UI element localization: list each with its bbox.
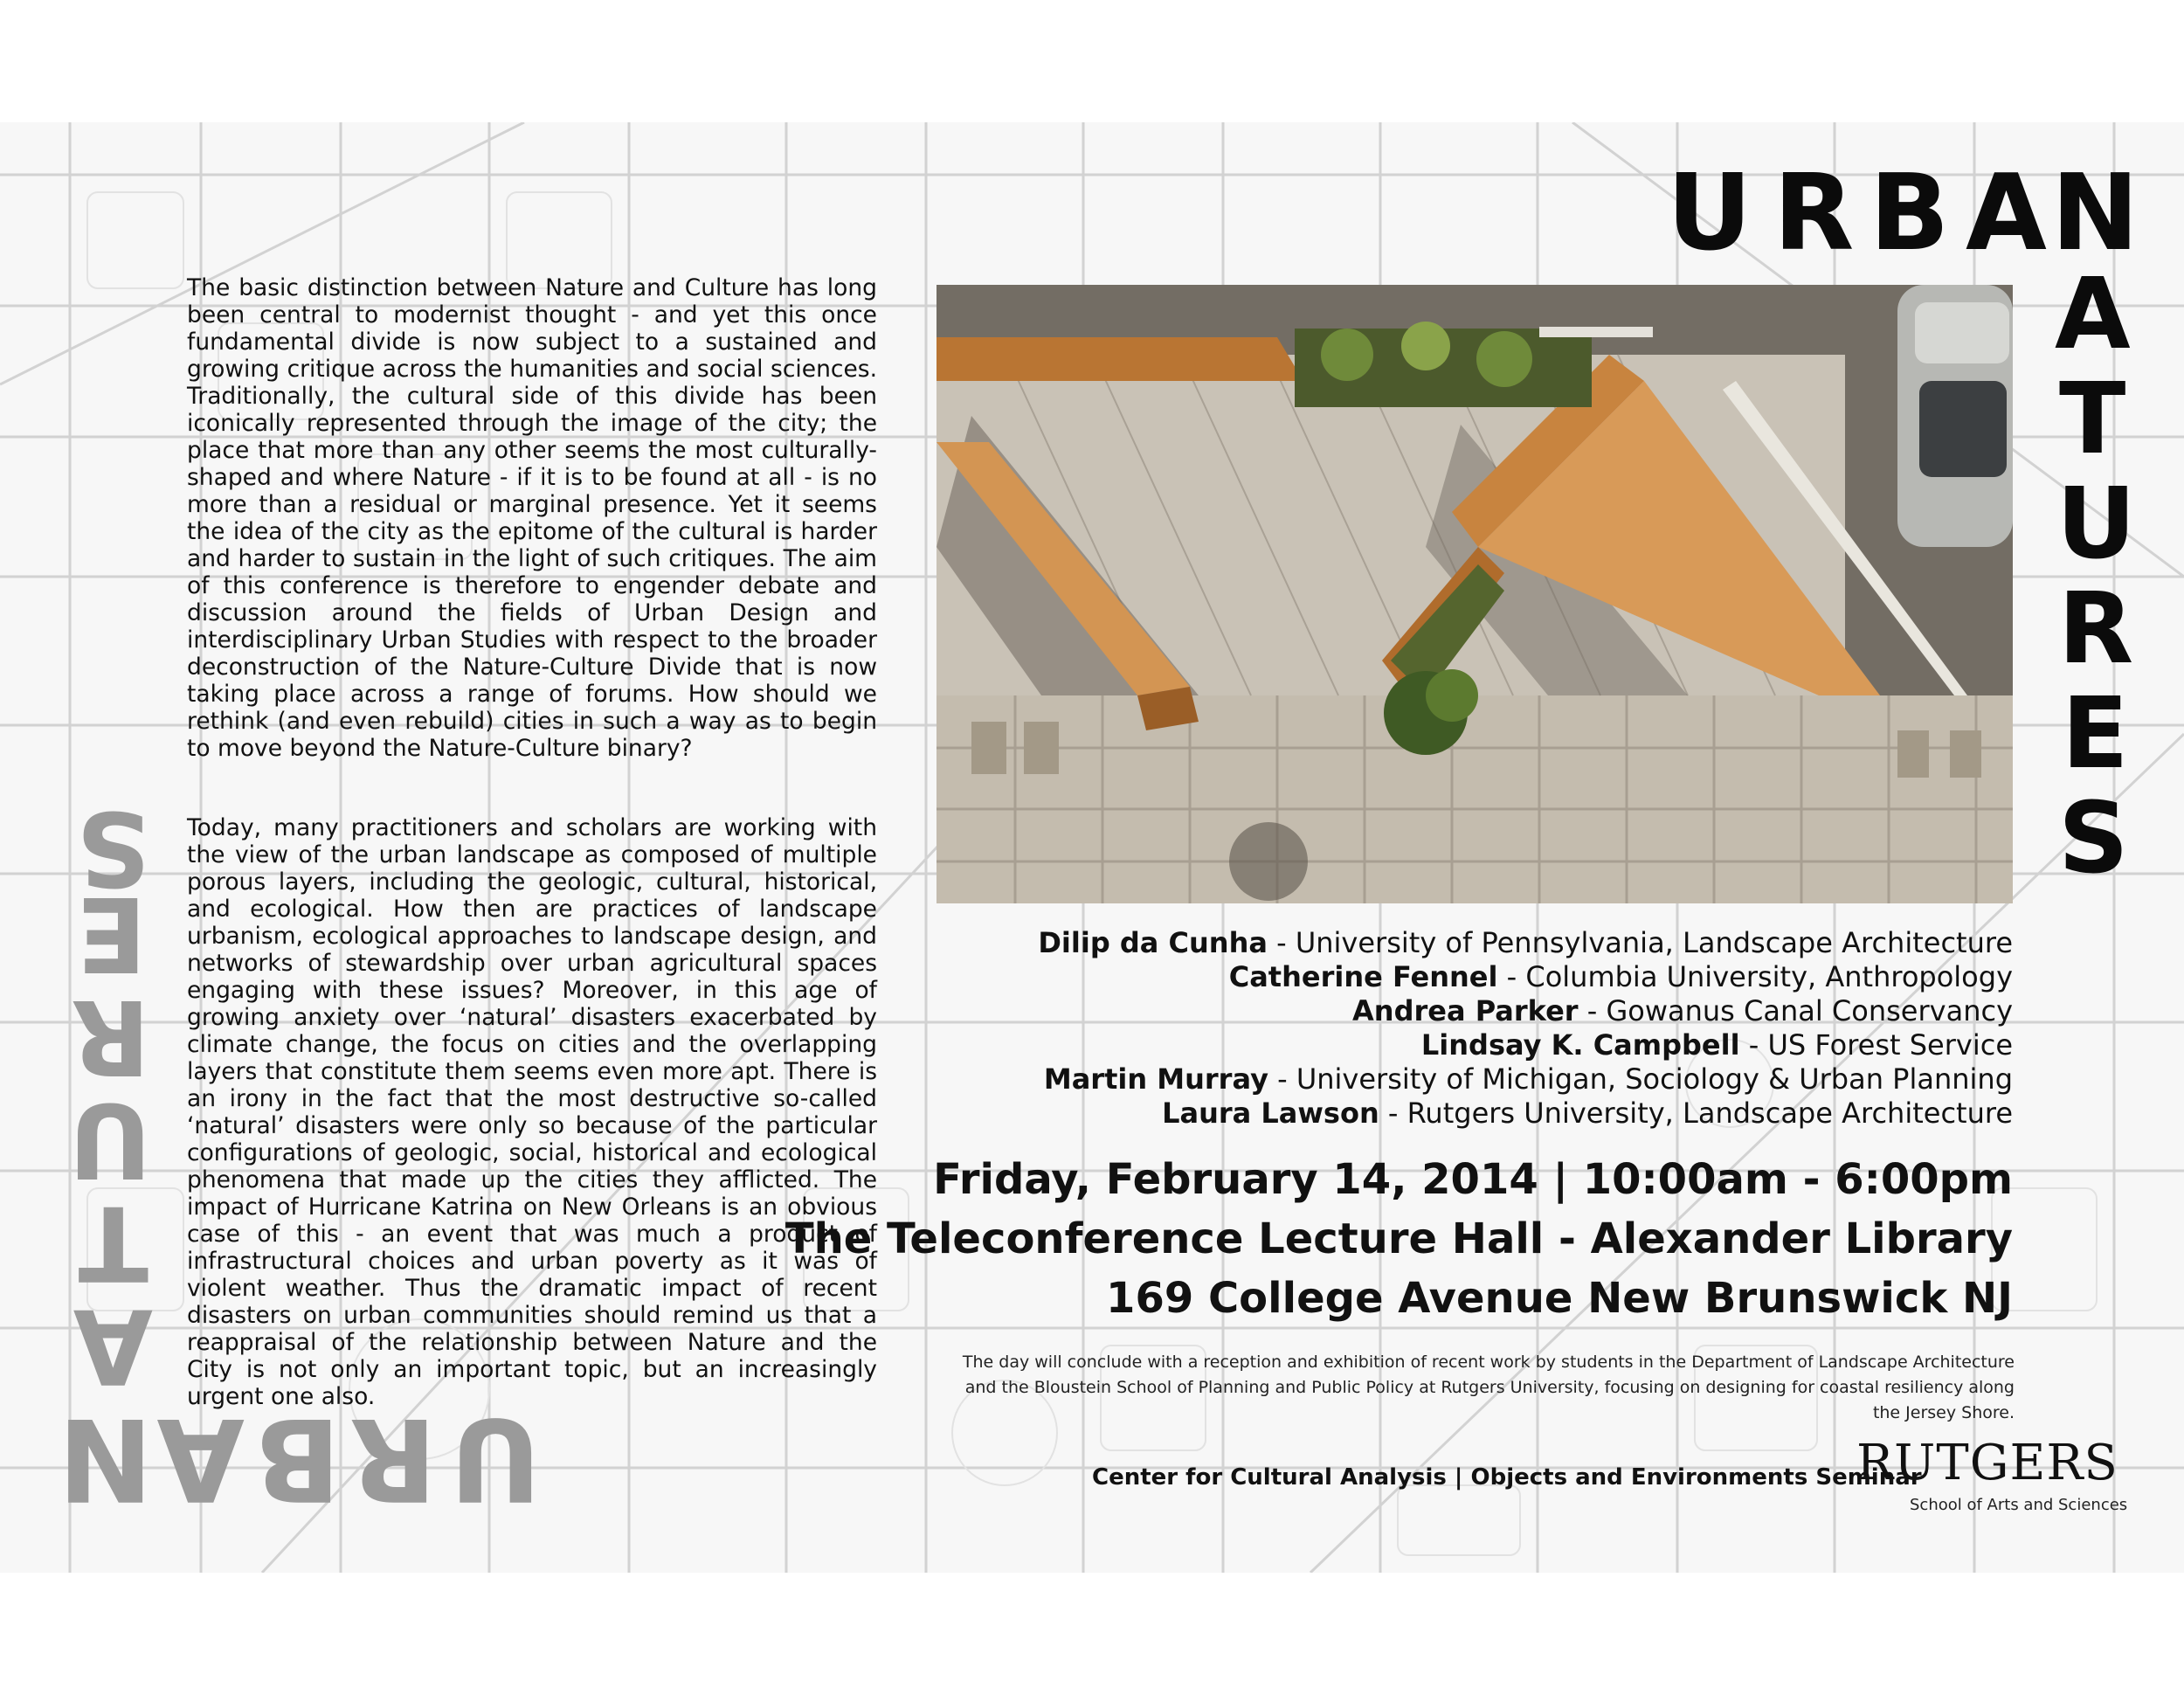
speaker-name: Lindsay K. Campbell [1420, 1028, 1740, 1062]
rutgers-logo-subtitle: School of Arts and Sciences [1910, 1496, 2128, 1514]
speaker-affiliation: - University of Pennsylvania, Landscape Architecture [1267, 926, 2013, 959]
speaker-name: Catherine Fennel [1228, 960, 1498, 993]
side-title-letter: R [71, 977, 150, 1097]
speaker-affiliation: - Gowanus Canal Conservancy [1578, 994, 2013, 1027]
side-title-letter: T [78, 1183, 149, 1304]
side-title-letter: N [58, 1393, 153, 1525]
speaker-affiliation: - University of Michigan, Sociology & Urban Planning [1268, 1062, 2013, 1096]
speaker-row [1038, 1062, 2013, 1097]
aerial-parklet-photo [936, 285, 2013, 903]
speaker-name: Andrea Parker [1352, 994, 1579, 1027]
side-title-letter: B [253, 1393, 341, 1525]
speaker-row [1038, 1028, 2013, 1062]
speaker-affiliation: - US Forest Service [1739, 1028, 2013, 1062]
speaker-row [1038, 926, 2013, 960]
speaker-row [1038, 994, 2013, 1028]
speaker-name: Martin Murray [1043, 1062, 1268, 1096]
reception-note: The day will conclude with a reception and exhibition of recent work by students in the Department of Landscape Architecture and the Bloustein School of Planning and Public Policy at Rutgers University, focusing on designing for coastal resiliency along the Jersey Shore. [962, 1352, 2015, 1422]
title-letter: A [1966, 153, 2047, 274]
title-letter: U [1667, 153, 1752, 274]
event-date-time: Friday, February 14, 2014 | 10:00am - 6:00pm [933, 1155, 2013, 1204]
rutgers-logo: RUTGERS [1856, 1435, 2118, 1491]
title-letter: N [2051, 153, 2139, 274]
speaker-affiliation: - Columbia University, Anthropology [1497, 960, 2013, 993]
title-letter: R [1773, 153, 1855, 274]
title-letter: E [2062, 677, 2129, 791]
speaker-row [1038, 960, 2013, 994]
speaker-row [1038, 1097, 2013, 1131]
side-title-letter: E [76, 874, 147, 994]
side-title-letter: S [76, 788, 150, 909]
event-address: 169 College Avenue New Brunswick NJ [1106, 1274, 2013, 1323]
side-title-letter: A [156, 1393, 245, 1525]
title-letter: B [1870, 153, 1950, 274]
event-details [785, 1150, 2013, 1328]
side-title-letter: R [349, 1393, 437, 1525]
title-letter: A [2055, 258, 2131, 371]
title-letter: R [2058, 572, 2134, 686]
event-venue: The Teleconference Lecture Hall - Alexander Library [784, 1214, 2013, 1263]
side-title-letter: U [449, 1393, 542, 1525]
side-title-letter: A [73, 1286, 153, 1407]
title-letter: S [2058, 782, 2129, 896]
speaker-list [1038, 926, 2013, 1131]
side-title-letter: U [68, 1080, 152, 1200]
speaker-name: Dilip da Cunha [1038, 926, 1268, 959]
speaker-name: Laura Lawson [1162, 1097, 1379, 1130]
second-paragraph: Today, many practitioners and scholars are working with the view of the urban landscape as composed of multiple porous layers, including the geologic, cultural, historical, and ecological. How then are practices of landscape urbanism, ecological approaches to landscape design, and networks of stewardship over urban agricultural spaces engaging with these issues? Moreover, in this age of growing anxiety over ‘natural’ disasters exacerbated by climate change, the focus on cities and the overlapping layers that constitute them seems even more apt. There is an irony in the fact that the most destructive so-called ‘natural’ disasters were only so because of the particular configurations of geologic, social, historical and ecological phenomena that made up the cities they afflicted. The impact of Hurricane Katrina on New Orleans is an obvious case of this - an event that was much a product of infrastructural choices and urban poverty as it was of violent weather. Thus the dramatic impact of recent disasters on urban communities should remind us that a reappraisal of the relationship between Nature and the City is not only an important topic, but an increasingly urgent one also. [187, 814, 877, 1410]
title-letter: T [2059, 363, 2126, 476]
title-letter: U [2056, 467, 2136, 581]
speaker-affiliation: - Rutgers University, Landscape Architecture [1379, 1097, 2013, 1130]
intro-paragraph: The basic distinction between Nature and Culture has long been central to modernist thought - and yet this once fundamental divide is now subject to a sustained and growing critique across the humanities and social sciences. Traditionally, the cultural side of this divide has been iconically represented through the image of the city; the place that more than any other seems the most culturally-shaped and where Nature - if it is to be found at all - is no more than a residual or marginal presence. Yet it seems the idea of the city as the epitome of the cultural is harder and harder to sustain in the light of such critiques. The aim of this conference is therefore to engender debate and discussion around the fields of Urban Design and interdisciplinary Urban Studies with respect to the broader deconstruction of the Nature-Culture Divide that is now taking place across a range of forums. How should we rethink (and even rebuild) cities in such a way as to begin to move beyond the Nature-Culture binary? [187, 274, 877, 762]
sponsor-line: Center for Cultural Analysis | Objects and Environments Seminar [1092, 1464, 1922, 1491]
